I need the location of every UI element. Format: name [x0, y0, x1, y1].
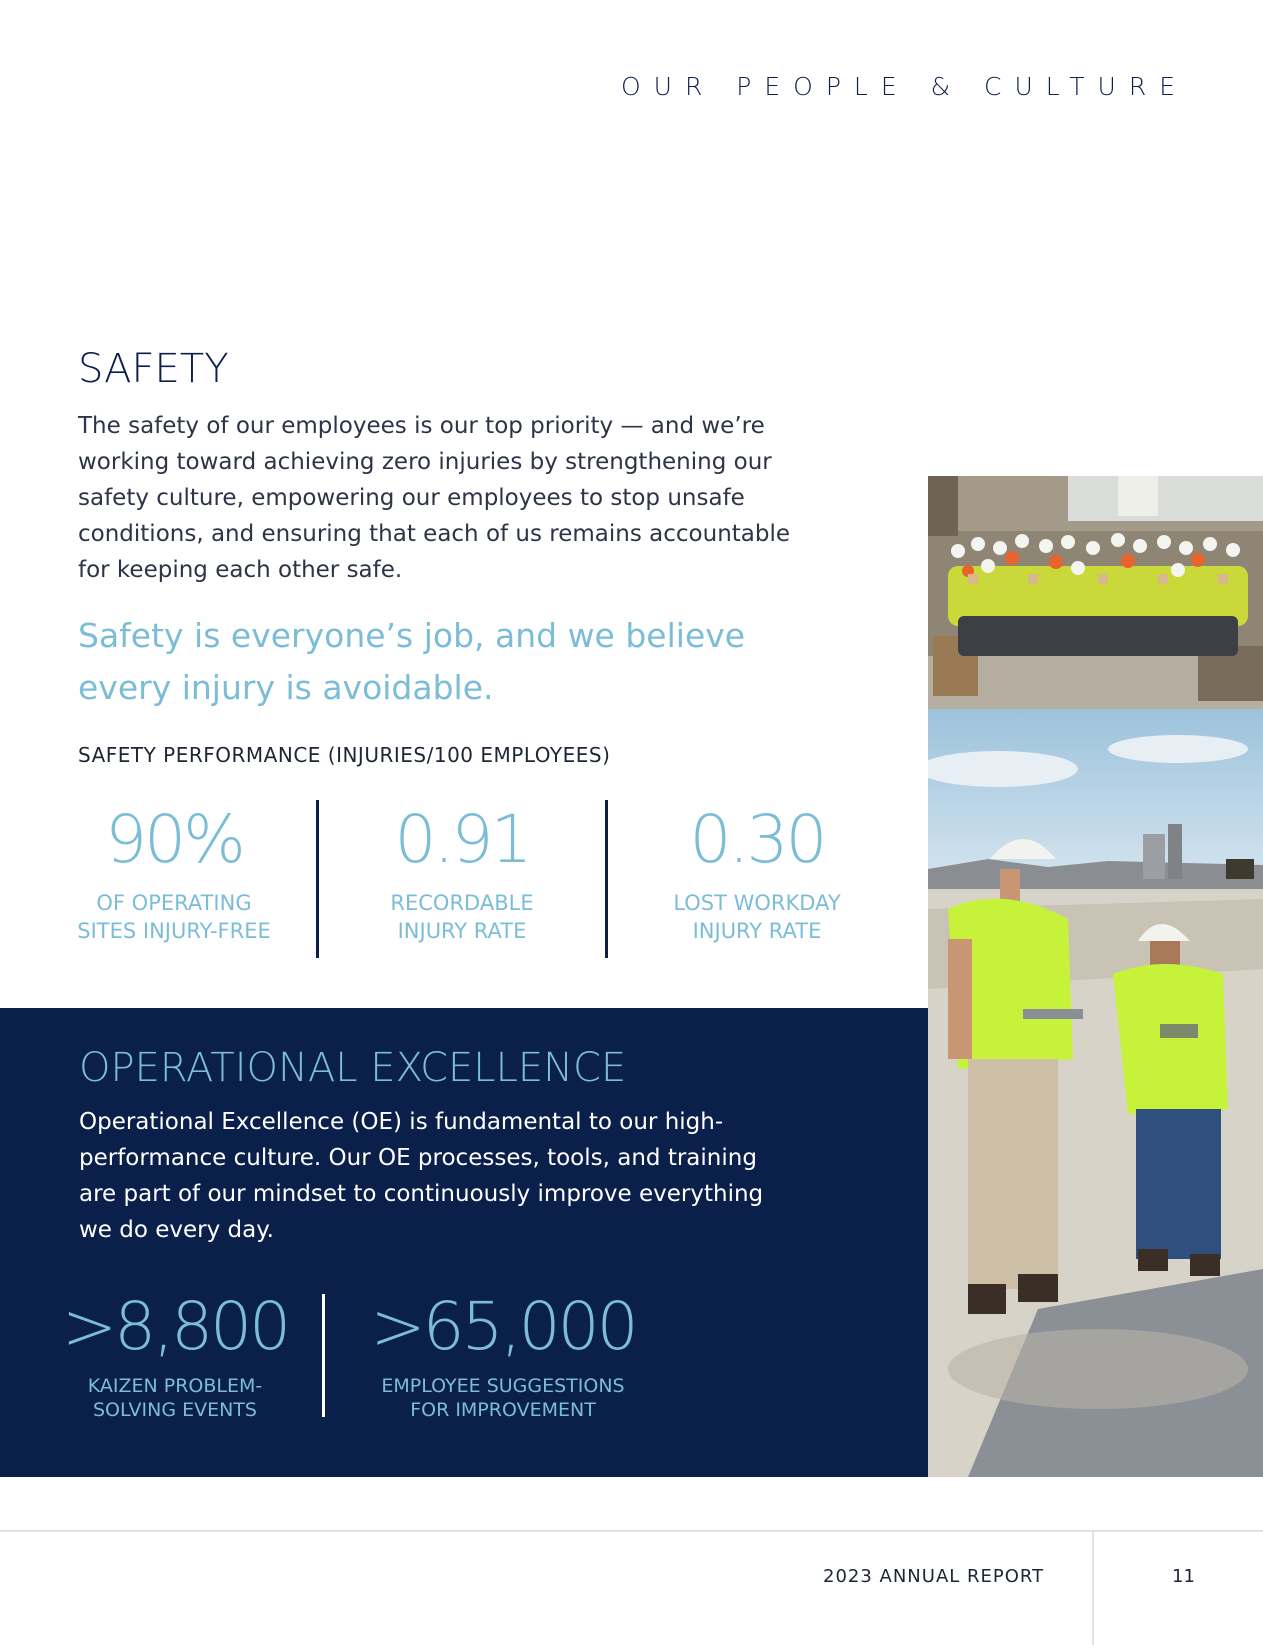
stat-caption-line: KAIZEN PROBLEM- — [87, 1375, 263, 1397]
workers-site-photo — [928, 709, 1263, 1477]
stat-divider — [322, 1294, 325, 1417]
stat-divider — [316, 800, 319, 958]
stat-divider — [605, 800, 608, 958]
stat-lost-workday-rate — [652, 803, 862, 945]
stat-value: >65,000 — [370, 1288, 636, 1365]
footer-divider — [1092, 1532, 1094, 1645]
stat-caption-line: RECORDABLE — [390, 891, 534, 915]
workers-group-photo — [928, 476, 1263, 709]
footer-rule — [0, 1530, 1263, 1532]
safety-quote: Safety is everyone’s job, and we believe every injury is avoidable. — [78, 616, 746, 707]
stat-injury-free-sites — [64, 803, 284, 945]
stat-value: >8,800 — [61, 1288, 289, 1365]
stat-kaizen-events — [60, 1290, 290, 1422]
safety-performance-label: SAFETY PERFORMANCE (INJURIES/100 EMPLOYEES) — [78, 743, 611, 767]
page-number: 11 — [1172, 1566, 1195, 1587]
stat-caption-line: EMPLOYEE SUGGESTIONS — [381, 1375, 625, 1397]
stat-caption-line: SOLVING EVENTS — [93, 1399, 257, 1421]
stat-value: 0.30 — [689, 801, 825, 878]
stat-caption-line: INJURY RATE — [397, 919, 527, 943]
stat-value: 90% — [105, 801, 243, 878]
stat-caption-line: OF OPERATING — [96, 891, 252, 915]
oe-title: OPERATIONAL EXCELLENCE — [79, 1045, 627, 1091]
stat-employee-suggestions — [368, 1290, 638, 1422]
footer-report-label: 2023 ANNUAL REPORT — [823, 1566, 1045, 1587]
stat-caption-line: SITES INJURY-FREE — [77, 919, 271, 943]
section-label: OUR PEOPLE & CULTURE — [620, 72, 1188, 101]
stat-caption-line: LOST WORKDAY — [673, 891, 841, 915]
stat-caption-line: INJURY RATE — [692, 919, 822, 943]
oe-body: Operational Excellence (OE) is fundamental to our high-performance culture. Our OE processes, tools, and training are part of our mindset to continuously improve everything we do every day. — [79, 1109, 764, 1243]
stat-recordable-rate — [352, 803, 572, 945]
stat-value: 0.91 — [394, 801, 530, 878]
safety-body: The safety of our employees is our top priority — and we’re working toward achieving zero injuries by strengthening our safety culture, empowering our employees to stop unsafe conditions, and ensuring that each of us remains accountable for keeping each other safe. — [78, 413, 791, 583]
safety-title: SAFETY — [78, 346, 229, 392]
stat-caption-line: FOR IMPROVEMENT — [410, 1399, 596, 1421]
